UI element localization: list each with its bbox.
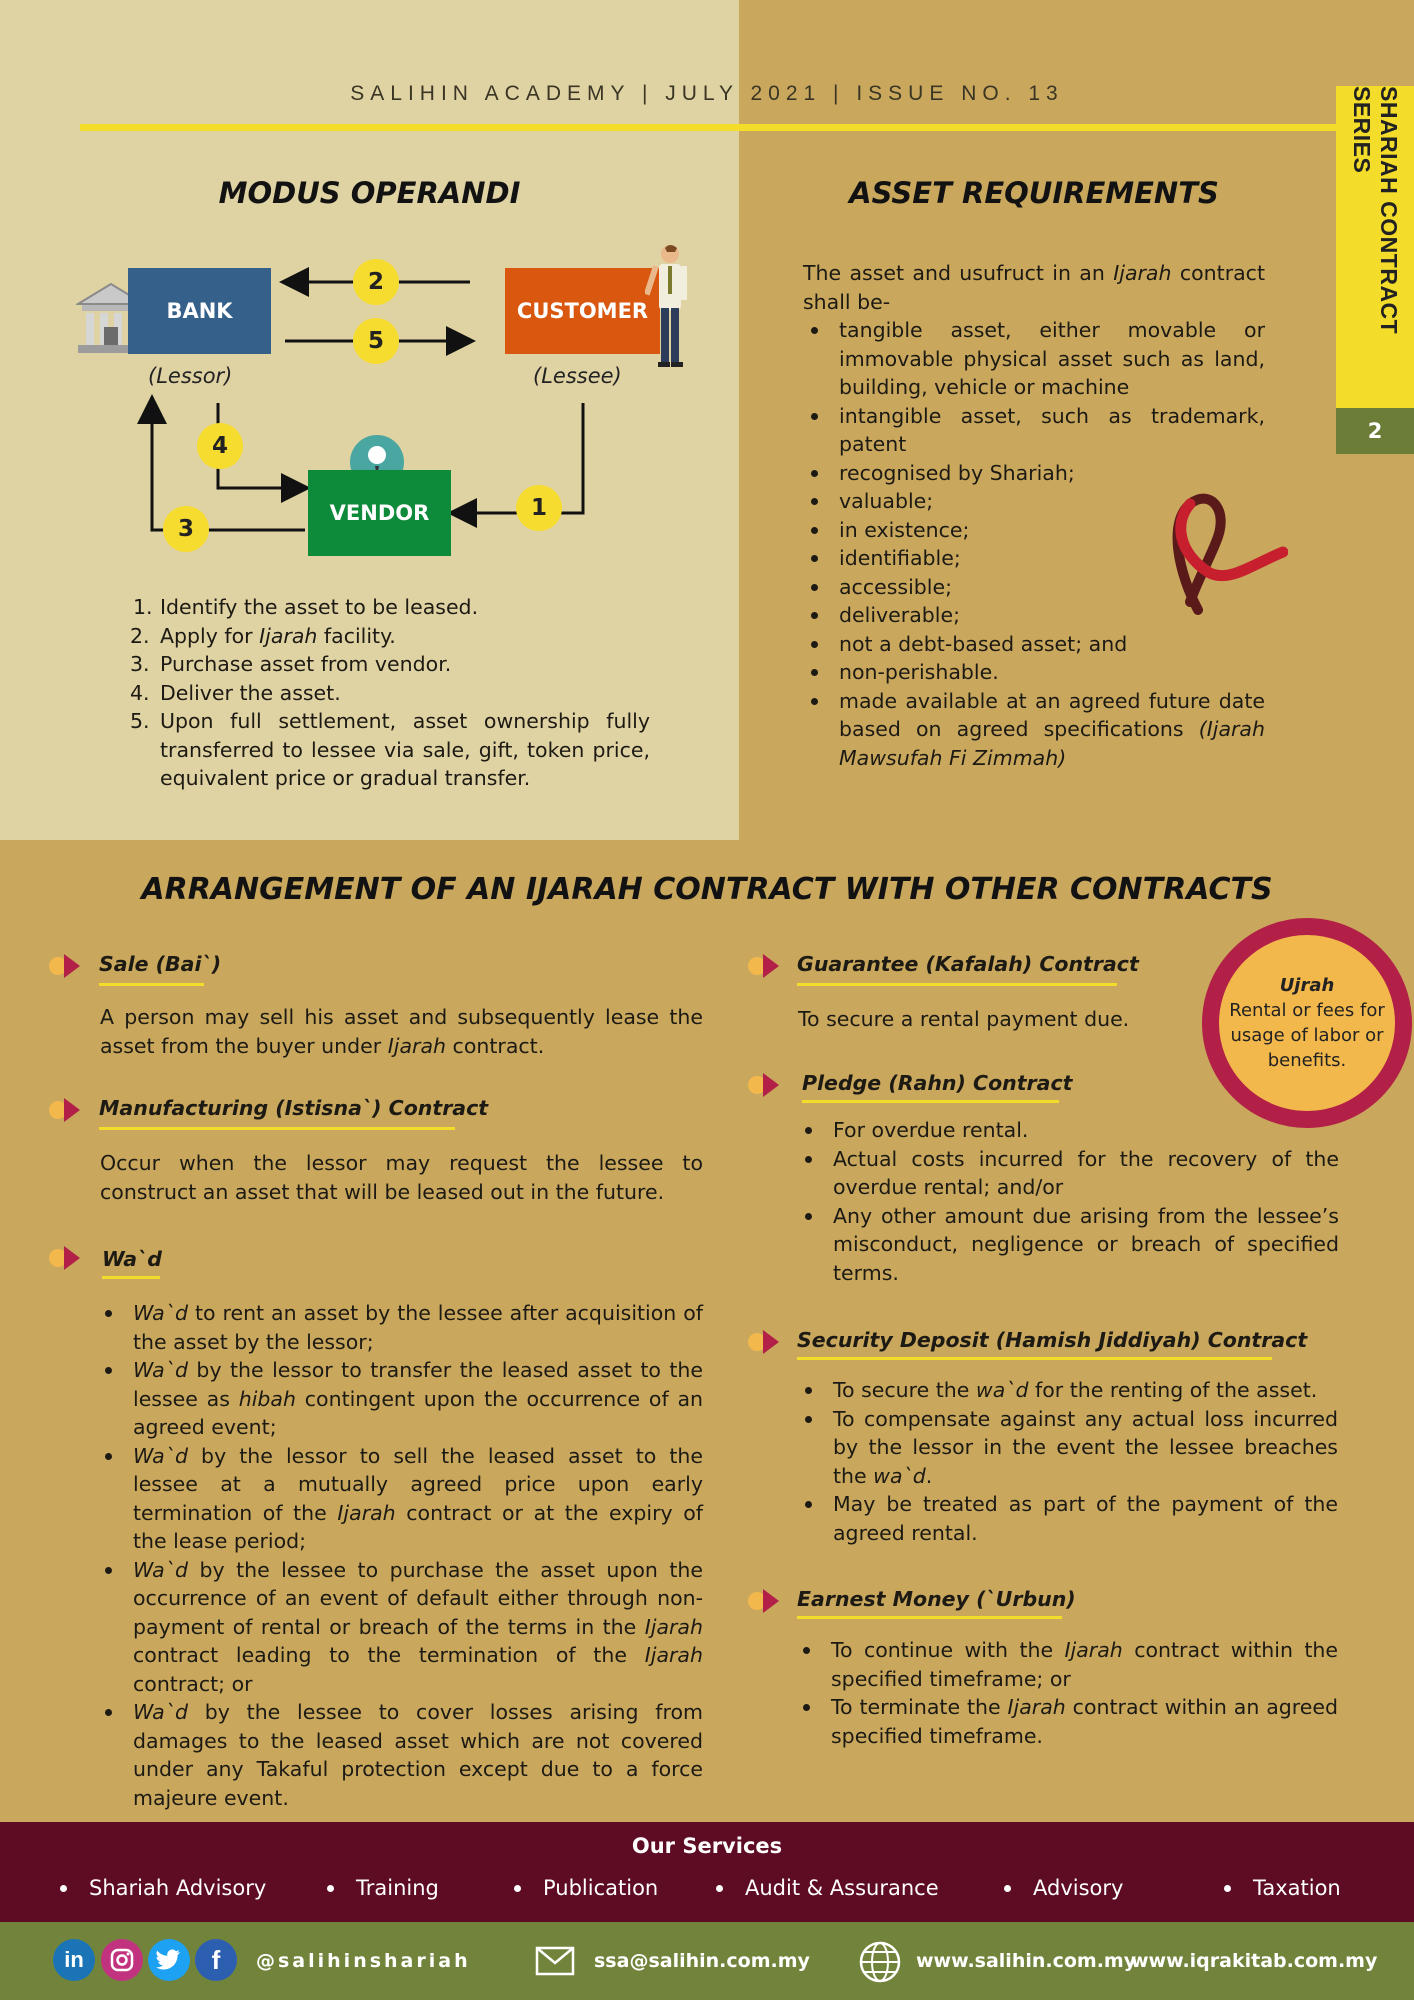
wad-item-em: Wa`d: [133, 1358, 188, 1382]
rahn-heading: Pledge (Rahn) Contract: [802, 1071, 1073, 1095]
hamish-item: May be treated as part of the payment of the agreed rental.: [797, 1490, 1338, 1547]
urbun-list: [795, 1636, 1338, 1750]
wad-list: [97, 1299, 703, 1812]
kafalah-heading: Guarantee (Kafalah) Contract: [797, 952, 1139, 976]
customer-person-icon: [645, 242, 695, 372]
asset-intro-part: The asset and usufruct in an: [803, 261, 1114, 285]
service-item: Taxation: [1224, 1876, 1341, 1900]
wad-item: [97, 1556, 703, 1699]
urbun-item-em: Ijarah: [1064, 1638, 1123, 1662]
hamish-item-em: wa`d: [975, 1378, 1029, 1402]
wad-item-em: hibah: [238, 1386, 296, 1411]
bank-box: BANK: [128, 268, 271, 354]
asset-item-text: made available at an agreed future date based on agreed specifications: [839, 688, 1265, 741]
asset-intro: [803, 259, 1265, 316]
asset-item: recognised by Shariah;: [803, 459, 1265, 488]
asset-item: deliverable;: [803, 601, 1265, 630]
wad-item: [97, 1356, 703, 1442]
series-tab-label-wrap: [1336, 86, 1414, 408]
wad-underline: [102, 1276, 160, 1279]
mail-icon: [535, 1946, 575, 1976]
sale-text-em: Ijarah: [387, 1033, 447, 1058]
istisna-marker-icon: [48, 1096, 90, 1124]
asset-requirements-title: ASSET REQUIREMENTS: [849, 176, 1219, 210]
step-text-part: facility.: [317, 623, 396, 648]
website-link-salihin[interactable]: www.salihin.com.my: [916, 1950, 1137, 1972]
header-divider: [80, 124, 1340, 131]
instagram-icon[interactable]: [101, 1939, 143, 1981]
step-number: 4.: [130, 680, 150, 705]
wad-item-text: by the lessee to cover losses arising from damages to the leased asset which are not covered under any Takaful protection except due to a force majeure event.: [133, 1700, 703, 1810]
wad-item-text: by the lessor to transfer the leased asset to the lessee as: [133, 1358, 703, 1411]
customer-box: CUSTOMER: [505, 268, 660, 354]
step-text: Deliver the asset.: [160, 680, 341, 705]
sale-underline: [99, 983, 204, 986]
flow-step-2: 2: [353, 259, 399, 305]
wad-item-text: to rent an asset by the lessee after acquisition of the asset by the lessor;: [133, 1301, 703, 1354]
service-item: Publication: [514, 1876, 658, 1900]
asset-item: valuable;: [803, 487, 1265, 516]
linkedin-icon[interactable]: in: [53, 1939, 95, 1981]
service-item: Training: [327, 1876, 439, 1900]
wad-item-text: by the lessee to purchase the asset upon the occurrence of an event of default either through non-payment of rental or breach of the terms in the: [133, 1557, 703, 1639]
globe-icon: [858, 1940, 902, 1984]
lessee-label: (Lessee): [533, 364, 622, 388]
asset-item-em: (Ijarah Mawsufah Fi Zimmah): [839, 717, 1265, 770]
asset-item: [803, 687, 1265, 773]
series-tab-label: SHARIAH CONTRACT SERIES: [1349, 86, 1402, 335]
hamish-underline: [797, 1357, 1272, 1360]
step-number: 1.: [133, 595, 153, 619]
ribbon-icon: [1168, 492, 1288, 622]
rahn-marker-icon: [747, 1071, 789, 1099]
wad-item-em: Wa`d: [133, 1301, 188, 1325]
hamish-item-text: To secure the: [833, 1378, 976, 1402]
istisna-heading: Manufacturing (Istisna`) Contract: [99, 1096, 489, 1120]
step-text-part: Apply for: [160, 623, 260, 648]
website-link-iqrakitab[interactable]: www.iqrakitab.com.my: [1131, 1950, 1378, 1972]
step-item: [130, 679, 650, 708]
flow-step-5: 5: [353, 318, 399, 364]
services-title: Our Services: [631, 1834, 783, 1858]
hamish-item-text: for the renting of the asset.: [1028, 1378, 1318, 1402]
wad-item-text: by the lessor to sell the leased asset to the lessee at a mutually agreed price upon early termination of the: [133, 1443, 703, 1525]
hamish-item: [797, 1376, 1338, 1405]
step-number: 2.: [130, 623, 150, 648]
wad-item-em: Wa`d: [133, 1700, 188, 1724]
step-item: [130, 593, 650, 622]
sale-marker-icon: [48, 952, 90, 980]
wad-item-text: contract leading to the termination of the: [133, 1643, 645, 1667]
urbun-marker-icon: [747, 1587, 789, 1615]
service-item: Audit & Assurance: [716, 1876, 939, 1900]
asset-item: not a debt-based asset; and: [803, 630, 1265, 659]
asset-item: intangible asset, such as trademark, patent: [803, 402, 1265, 459]
sale-text-part: contract.: [446, 1033, 545, 1058]
rahn-item: Any other amount due arising from the lessee’s misconduct, negligence or breach of specified terms.: [797, 1202, 1339, 1288]
ujrah-title: Ujrah: [1279, 975, 1335, 996]
hamish-list: [797, 1376, 1338, 1547]
wad-item-text: contingent upon the occurrence of an agreed event;: [133, 1386, 703, 1439]
step-item: [130, 707, 650, 793]
hamish-marker-icon: [747, 1328, 789, 1356]
service-item: Advisory: [1004, 1876, 1123, 1900]
step-text: [160, 622, 396, 651]
lessor-label: (Lessor): [148, 364, 233, 388]
rahn-list: [797, 1116, 1339, 1287]
hamish-item: [797, 1405, 1338, 1491]
twitter-icon[interactable]: [148, 1939, 190, 1981]
rahn-item: Actual costs incurred for the recovery of the overdue rental; and/or: [797, 1145, 1339, 1202]
rahn-underline: [802, 1100, 1059, 1103]
istisna-text: Occur when the lessor may request the lessee to construct an asset that will be leased out in the future.: [100, 1151, 703, 1204]
flow-step-1: 1: [516, 485, 562, 531]
flow-step-3: 3: [163, 506, 209, 552]
flow-step-4: 4: [197, 423, 243, 469]
masthead: SALIHIN ACADEMY | JULY 2021 | ISSUE NO. 13: [350, 82, 1064, 105]
kafalah-text: To secure a rental payment due.: [798, 1007, 1130, 1031]
wad-item-em: Wa`d: [133, 1443, 188, 1468]
step-text: Purchase asset from vendor.: [160, 652, 452, 676]
istisna-underline: [99, 1127, 455, 1130]
step-text: Identify the asset to be leased.: [160, 595, 479, 619]
wad-item-text: contract; or: [133, 1671, 253, 1696]
ujrah-text: Rental or fees for usage of labor or benefits.: [1229, 1000, 1385, 1071]
urbun-item: [795, 1693, 1338, 1750]
email-link[interactable]: ssa@salihin.com.my: [594, 1950, 810, 1972]
asset-intro-part: contract shall be-: [803, 261, 1265, 314]
vendor-box: VENDOR: [308, 470, 451, 556]
wad-item-em: Wa`d: [133, 1557, 188, 1582]
social-handle[interactable]: @salihinshariah: [256, 1950, 471, 1972]
hamish-heading: Security Deposit (Hamish Jiddiyah) Contract: [797, 1328, 1308, 1352]
sale-text: [100, 1003, 703, 1060]
step-text-em: Ijarah: [259, 623, 318, 648]
urbun-item-text: contract within an agreed specified timeframe.: [831, 1695, 1338, 1748]
asset-item: accessible;: [803, 573, 1265, 602]
sale-heading: Sale (Bai`): [99, 952, 222, 976]
hamish-item-em: wa`d: [873, 1463, 926, 1488]
hamish-item-text: .: [925, 1463, 933, 1488]
wad-item-em: Ijarah: [644, 1643, 703, 1667]
kafalah-marker-icon: [747, 952, 789, 980]
asset-intro-em: Ijarah: [1113, 261, 1172, 285]
urbun-item-text: To continue with the: [831, 1638, 1065, 1662]
sale-text-part: A person may sell his asset and subsequently lease the asset from the buyer under: [100, 1005, 703, 1058]
asset-item: identifiable;: [803, 544, 1265, 573]
ujrah-callout: [1202, 918, 1412, 1128]
wad-marker-icon: [48, 1244, 90, 1272]
facebook-icon[interactable]: f: [195, 1939, 237, 1981]
kafalah-underline: [797, 983, 1117, 986]
step-item: [130, 622, 650, 651]
urbun-item-em: Ijarah: [1007, 1695, 1066, 1719]
urbun-item: [795, 1636, 1338, 1693]
wad-item: [97, 1442, 703, 1556]
step-number: 3.: [130, 652, 150, 676]
wad-item: [97, 1299, 703, 1356]
arrangement-title: ARRANGEMENT OF AN IJARAH CONTRACT WITH OTHER CONTRACTS: [141, 872, 1273, 907]
service-item: Shariah Advisory: [60, 1876, 266, 1900]
wad-item-em: Ijarah: [337, 1500, 396, 1525]
step-item: [130, 650, 650, 679]
rahn-item: For overdue rental.: [797, 1116, 1339, 1145]
modus-steps-list: [130, 593, 650, 793]
urbun-heading: Earnest Money (`Urbun): [797, 1587, 1076, 1611]
step-number: 5.: [130, 709, 150, 733]
wad-heading: Wa`d: [102, 1247, 162, 1271]
wad-item-text: contract or at the expiry of the lease period;: [133, 1500, 703, 1553]
hamish-item-text: To compensate against any actual loss incurred by the lessor in the event the lessee breaches the: [833, 1406, 1338, 1488]
asset-item: in existence;: [803, 516, 1265, 545]
modus-operandi-title: MODUS OPERANDI: [218, 176, 521, 210]
asset-item: tangible asset, either movable or immovable physical asset such as land, building, vehicle or machine: [803, 316, 1265, 402]
urbun-item-text: To terminate the: [831, 1695, 1008, 1719]
page-number: 2: [1336, 408, 1414, 454]
wad-item: [97, 1698, 703, 1812]
wad-item-em: Ijarah: [644, 1614, 703, 1639]
step-text: Upon full settlement, asset ownership fully transferred to lessee via sale, gift, token price, equivalent price or gradual transfer.: [160, 709, 650, 790]
urbun-item-text: contract within the specified timeframe; or: [831, 1638, 1338, 1691]
asset-item: non-perishable.: [803, 658, 1265, 687]
urbun-underline: [797, 1616, 1062, 1619]
